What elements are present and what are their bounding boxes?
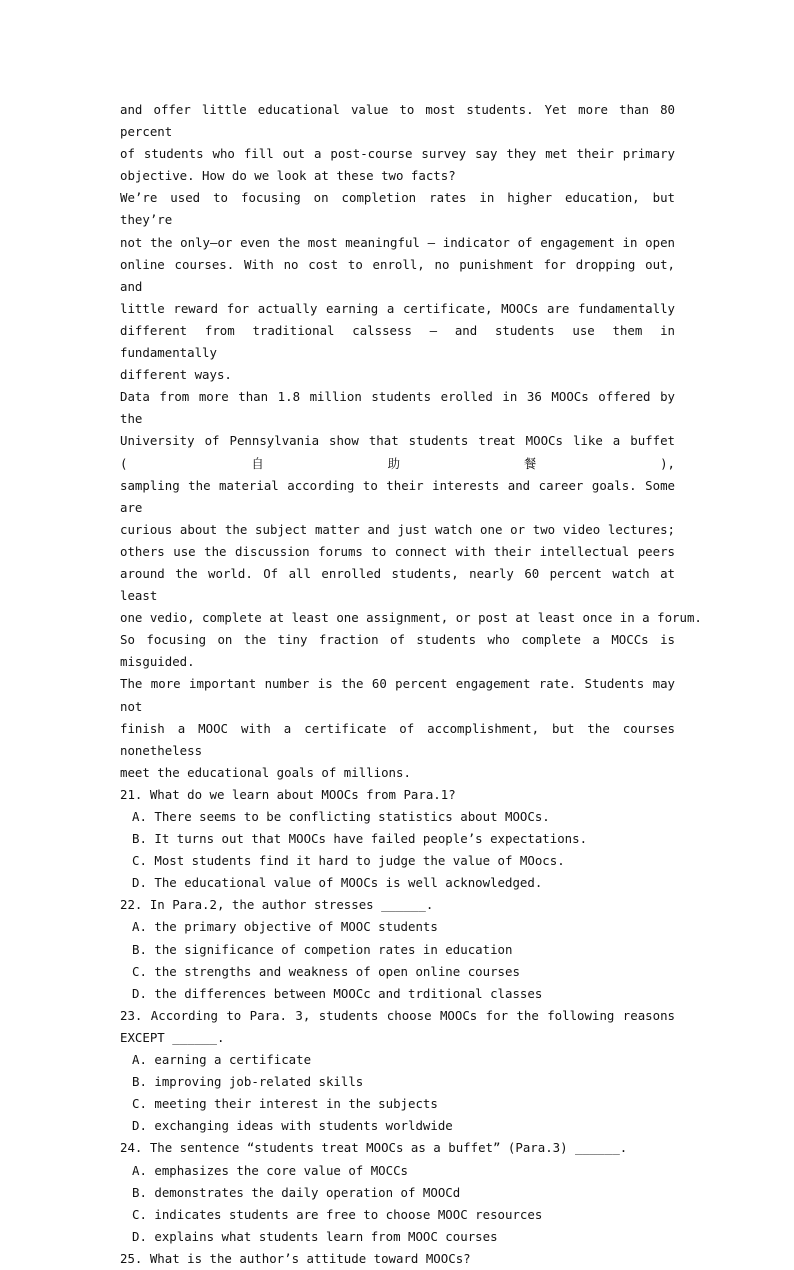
- reading-passage: [120, 99, 702, 784]
- passage-line: one vedio, complete at least one assignment, or post at least once in a forum.: [120, 610, 702, 626]
- question-stem-line: 25. What is the author’s attitude toward MOOCs?: [120, 1250, 471, 1266]
- answer-option-c: C. the strengths and weakness of open online courses: [132, 963, 520, 979]
- passage-line: different ways.: [120, 367, 232, 383]
- question-stem: [120, 1137, 675, 1159]
- answer-option-b: B. demonstrates the daily operation of MOOCd: [132, 1184, 461, 1200]
- answer-option-d: D. exchanging ideas with students worldwide: [132, 1118, 453, 1134]
- answer-option-a: A. emphasizes the core value of MOCCs: [132, 1162, 409, 1178]
- question-list: [120, 784, 675, 1270]
- passage-line: objective. How do we look at these two facts?: [120, 168, 456, 184]
- question-stem-line: 22. In Para.2, the author stresses ______.: [120, 897, 434, 913]
- passage-line: curious about the subject matter and just watch one or two video lectures;: [120, 521, 675, 537]
- question-22: [120, 894, 675, 1004]
- question-25: [120, 1248, 675, 1270]
- passage-line: little reward for actually earning a certificate, MOOCs are fundamentally: [120, 300, 675, 316]
- question-stem-line: 23. According to Para. 3, students choose MOOCs for the following reasons: [120, 1007, 675, 1023]
- answer-option-d: D. the differences between MOOCc and trditional classes: [132, 985, 543, 1001]
- answer-option-b: B. It turns out that MOOCs have failed people’s expectations.: [132, 831, 588, 847]
- passage-line: around the world. Of all enrolled students, nearly 60 percent watch at least: [120, 565, 675, 604]
- paragraph-1: [120, 99, 675, 187]
- passage-line: finish a MOOC with a certificate of accomplishment, but the courses nonetheless: [120, 720, 675, 758]
- question-stem: [120, 894, 675, 916]
- question-stem: [120, 1248, 675, 1270]
- passage-line: Data from more than 1.8 million students erolled in 36 MOOCs offered by the: [120, 389, 675, 427]
- answer-option-b: B. improving job-related skills: [132, 1074, 364, 1090]
- answer-option-d: D. explains what students learn from MOOC courses: [132, 1228, 498, 1244]
- question-stem: [120, 1005, 675, 1049]
- question-21: [120, 784, 675, 894]
- answer-option-c: C. meeting their interest in the subjects: [132, 1096, 438, 1112]
- paragraph-3: [120, 386, 702, 629]
- passage-line: online courses. With no cost to enroll, no punishment for dropping out, and: [120, 256, 675, 294]
- question-stem-line: EXCEPT ______.: [120, 1029, 225, 1045]
- question-stem: [120, 784, 675, 806]
- paragraph-2: [120, 187, 675, 386]
- answer-option-a: A. earning a certificate: [132, 1052, 312, 1068]
- answer-option-a: A. the primary objective of MOOC students: [132, 919, 438, 935]
- passage-line: different from traditional calssess — and students use them in fundamentally: [120, 322, 675, 361]
- question-stem-line: 21. What do we learn about MOOCs from Para.1?: [120, 786, 456, 802]
- passage-line: and offer little educational value to most students. Yet more than 80 percent: [120, 102, 675, 140]
- passage-line: of students who fill out a post-course survey say they met their primary: [120, 146, 675, 162]
- passage-line: not the only—or even the most meaningful — indicator of engagement in open: [120, 234, 675, 250]
- passage-line: sampling the material according to their interests and career goals. Some are: [120, 477, 675, 515]
- passage-line: The more important number is the 60 percent engagement rate. Students may not: [120, 676, 675, 714]
- passage-line: So focusing on the tiny fraction of students who complete a MOCCs is misguided.: [120, 632, 675, 670]
- answer-option-c: C. Most students find it hard to judge the value of MOocs.: [132, 853, 565, 869]
- answer-option-b: B. the significance of competion rates in education: [132, 941, 513, 957]
- question-23: [120, 1005, 675, 1138]
- passage-line: meet the educational goals of millions.: [120, 764, 411, 780]
- question-24: [120, 1137, 675, 1247]
- question-stem-line: 24. The sentence “students treat MOOCs as a buffet” (Para.3) ______.: [120, 1140, 628, 1156]
- passage-line: University of Pennsylvania show that students treat MOOCs like a buffet (自助餐),: [120, 433, 675, 471]
- answer-option-c: C. indicates students are free to choose MOOC resources: [132, 1206, 543, 1222]
- passage-line: others use the discussion forums to connect with their intellectual peers: [120, 543, 675, 559]
- answer-option-a: A. There seems to be conflicting statistics about MOOCs.: [132, 809, 550, 824]
- answer-option-d: D. The educational value of MOOCs is well acknowledged.: [132, 875, 543, 891]
- paragraph-4: [120, 629, 675, 784]
- document-page: [120, 99, 702, 1270]
- passage-line: We’re used to focusing on completion rates in higher education, but they’re: [120, 190, 675, 228]
